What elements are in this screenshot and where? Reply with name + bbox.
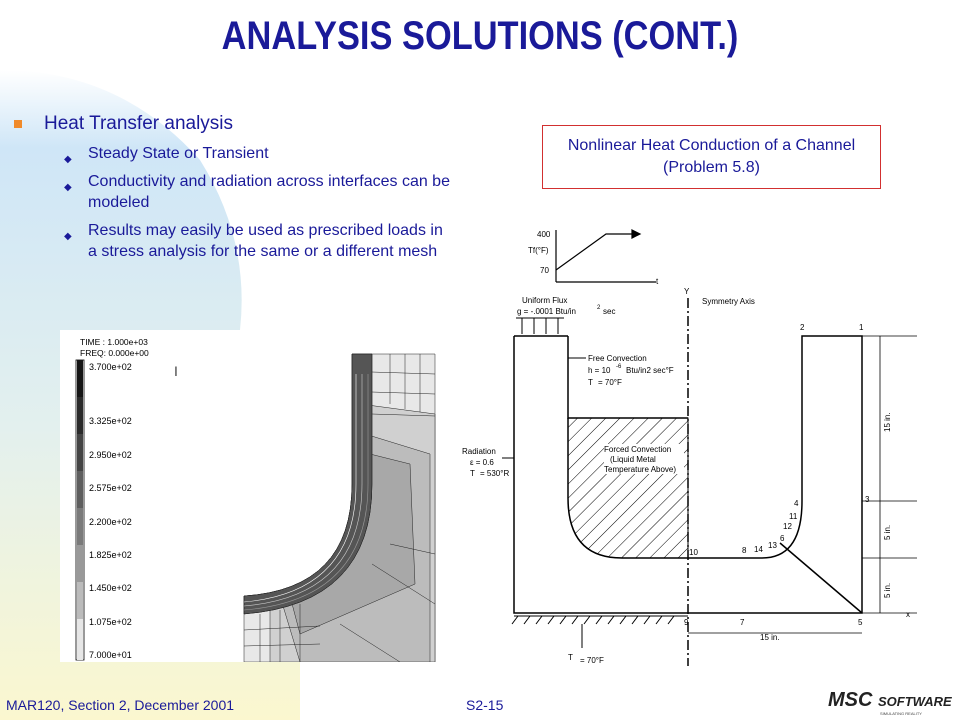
node-label: 11 bbox=[789, 512, 798, 521]
fea-time-label: TIME : 1.000e+03 bbox=[80, 337, 148, 347]
sub-bullet-text: Steady State or Transient bbox=[88, 145, 269, 162]
node-label: 10 bbox=[689, 548, 698, 557]
figure-caption-box bbox=[542, 125, 881, 189]
fea-legend-value: 3.325e+02 bbox=[89, 416, 132, 426]
node-label: 14 bbox=[754, 545, 763, 554]
sub-bullet-text: Results may easily be used as prescribed loads in a stress analysis for the same or a different mesh bbox=[88, 222, 443, 260]
diamond-bullet-icon: ◆ bbox=[64, 182, 72, 193]
fea-legend-value: 2.575e+02 bbox=[89, 483, 132, 493]
graph-ytick-400: 400 bbox=[537, 230, 551, 239]
diamond-bullet-icon: ◆ bbox=[64, 154, 72, 165]
y-axis-label: Y bbox=[684, 287, 690, 296]
fea-freq-label: FREQ: 0.000e+00 bbox=[80, 348, 149, 358]
flux-unit: 2 bbox=[597, 305, 601, 311]
node-label: 2 bbox=[800, 323, 805, 332]
node-label: 9 bbox=[684, 618, 689, 627]
node-label: 4 bbox=[794, 499, 799, 508]
forced-convection-label: Forced Convection bbox=[604, 445, 672, 454]
dimension-5in-vertical: 5 in. bbox=[883, 524, 892, 540]
fea-legend-bar bbox=[76, 360, 84, 660]
free-convection-h: h = 10 bbox=[588, 366, 611, 375]
diamond-bullet-icon: ◆ bbox=[64, 231, 72, 242]
fea-legend-value: 2.950e+02 bbox=[89, 450, 132, 460]
sub-bullet bbox=[14, 143, 454, 164]
graph-xlabel: t bbox=[656, 277, 659, 286]
logo-software: SOFTWARE bbox=[878, 694, 952, 709]
node-label: 13 bbox=[768, 541, 777, 550]
graph-ytick-70: 70 bbox=[540, 266, 549, 275]
dimension-5in-vertical: 5 in. bbox=[883, 582, 892, 598]
flux-arrows bbox=[516, 318, 564, 334]
radiation-temp-val: = 530°R bbox=[480, 469, 510, 478]
dimension-15in-vertical: 15 in. bbox=[883, 412, 892, 432]
sub-bullet bbox=[14, 171, 454, 213]
footer-page-number: S2-15 bbox=[466, 697, 504, 713]
fea-legend-value: 1.825e+02 bbox=[89, 550, 132, 560]
fea-legend-value: 2.200e+02 bbox=[89, 517, 132, 527]
fea-legend-value: 3.700e+02 bbox=[89, 362, 132, 372]
flux-unit: sec bbox=[603, 307, 616, 316]
svg-text:-6: -6 bbox=[616, 364, 622, 370]
forced-convection-label: Temperature Above) bbox=[604, 465, 677, 474]
fea-contour-plot bbox=[60, 334, 440, 662]
ground-hatch bbox=[512, 616, 688, 624]
node-label: 12 bbox=[783, 522, 792, 531]
bullet-main-text: Heat Transfer analysis bbox=[44, 113, 234, 134]
node-label: 8 bbox=[742, 546, 747, 555]
radiation-label: Radiation bbox=[462, 447, 496, 456]
logo-msc: MSC bbox=[828, 689, 873, 711]
forced-convection-region bbox=[568, 418, 688, 558]
fea-legend-value: 7.000e+01 bbox=[89, 650, 132, 660]
sub-bullet-text: Conductivity and radiation across interfaces can be modeled bbox=[88, 173, 450, 211]
node-label: 6 bbox=[780, 534, 785, 543]
temperature-time-graph bbox=[556, 230, 656, 282]
node-label: 7 bbox=[740, 618, 745, 627]
forced-convection-label: (Liquid Metal bbox=[610, 455, 656, 464]
fea-mesh bbox=[244, 354, 435, 662]
free-convection-h-unit: Btu/in2 sec°F bbox=[626, 366, 674, 375]
slide-title: ANALYSIS SOLUTIONS (CONT.) bbox=[221, 14, 739, 58]
surface-temp: T bbox=[568, 653, 573, 662]
msc-software-logo bbox=[826, 684, 952, 718]
fea-legend-value: 1.075e+02 bbox=[89, 617, 132, 627]
fea-legend-value: 1.450e+02 bbox=[89, 583, 132, 593]
flux-value: g = -.0001 Btu/in bbox=[517, 307, 576, 316]
free-convection-t: T bbox=[588, 378, 593, 387]
footer-course: MAR120, Section 2, December 2001 bbox=[6, 697, 235, 713]
node-label: 5 bbox=[858, 618, 863, 627]
radiation-temp: T bbox=[470, 469, 475, 478]
flux-title: Uniform Flux bbox=[522, 296, 568, 305]
sub-bullet bbox=[14, 220, 454, 262]
bullet-main bbox=[14, 112, 454, 136]
x-axis-label: x bbox=[906, 610, 910, 619]
free-convection-title: Free Convection bbox=[588, 354, 647, 363]
free-convection-t-val: = 70°F bbox=[598, 378, 622, 387]
text-cursor-icon: I bbox=[174, 363, 178, 379]
surface-temp-val: = 70°F bbox=[580, 656, 604, 665]
logo-tagline: SIMULATING REALITY bbox=[880, 711, 922, 716]
channel-problem-diagram bbox=[462, 208, 952, 668]
graph-ylabel: Tf(°F) bbox=[528, 246, 549, 255]
square-bullet-icon bbox=[14, 120, 22, 128]
node-label: 1 bbox=[859, 323, 864, 332]
figure-caption-text: Nonlinear Heat Conduction of a Channel (Problem 5.8) bbox=[567, 137, 856, 176]
bullet-list bbox=[14, 112, 454, 262]
symmetry-axis-label: Symmetry Axis bbox=[702, 297, 755, 306]
radiation-emissivity: ε = 0.6 bbox=[470, 458, 494, 467]
dimension-15in-horizontal: 15 in. bbox=[760, 633, 780, 642]
node-label: 3 bbox=[865, 495, 870, 504]
